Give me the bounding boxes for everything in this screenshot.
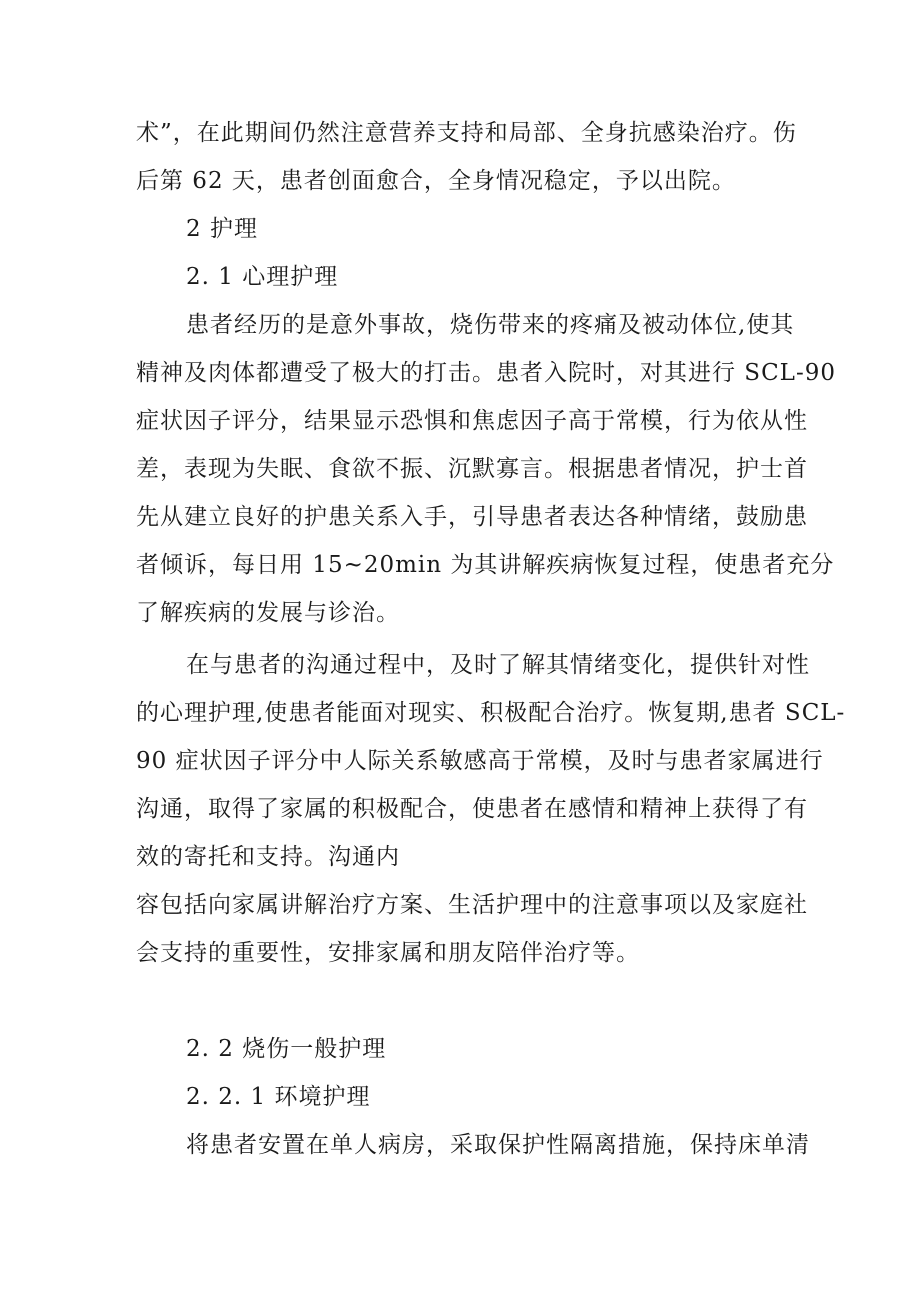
paragraph-line: 将患者安置在单人病房，采取保护性隔离措施，保持床单清	[186, 1132, 810, 1158]
paragraph-line: 者倾诉，每日用 15~20min 为其讲解疾病恢复过程，使患者充分	[136, 552, 835, 578]
paragraph-line: 容包括向家属讲解治疗方案、生活护理中的注意事项以及家庭社	[136, 892, 808, 918]
paragraph-line: 后第 62 天，患者创面愈合，全身情况稳定，予以出院。	[136, 168, 736, 194]
paragraph-line: 差，表现为失眠、食欲不振、沉默寡言。根据患者情况，护士首	[136, 456, 808, 482]
paragraph-line: 术”，在此期间仍然注意营养支持和局部、全身抗感染治疗。伤	[136, 120, 797, 146]
paragraph-line: 患者经历的是意外事故，烧伤带来的疼痛及被动体位,使其	[186, 312, 795, 338]
paragraph-line: 会支持的重要性，安排家属和朋友陪伴治疗等。	[136, 940, 640, 966]
paragraph-line: 在与患者的沟通过程中，及时了解其情绪变化，提供针对性	[186, 652, 810, 678]
paragraph-line: 先从建立良好的护患关系入手，引导患者表达各种情绪，鼓励患	[136, 504, 808, 530]
section-heading: 2 护理	[186, 216, 258, 242]
paragraph-line: 沟通，取得了家属的积极配合，使患者在感情和精神上获得了有	[136, 796, 808, 822]
paragraph-line: 症状因子评分，结果显示恐惧和焦虑因子高于常模，行为依从性	[136, 408, 808, 434]
subsection-heading: 2. 1 心理护理	[186, 264, 339, 290]
paragraph-line: 90 症状因子评分中人际关系敏感高于常模，及时与患者家属进行	[136, 748, 824, 774]
subsection-heading: 2. 2 烧伤一般护理	[186, 1036, 387, 1062]
subsection-heading: 2. 2. 1 环境护理	[186, 1084, 371, 1110]
paragraph-line: 了解疾病的发展与诊治。	[136, 600, 400, 626]
paragraph-line: 的心理护理,使患者能面对现实、积极配合治疗。恢复期,患者 SCL-	[136, 700, 846, 726]
paragraph-line: 精神及肉体都遭受了极大的打击。患者入院时，对其进行 SCL-90	[136, 360, 836, 386]
paragraph-line: 效的寄托和支持。沟通内	[136, 844, 400, 870]
